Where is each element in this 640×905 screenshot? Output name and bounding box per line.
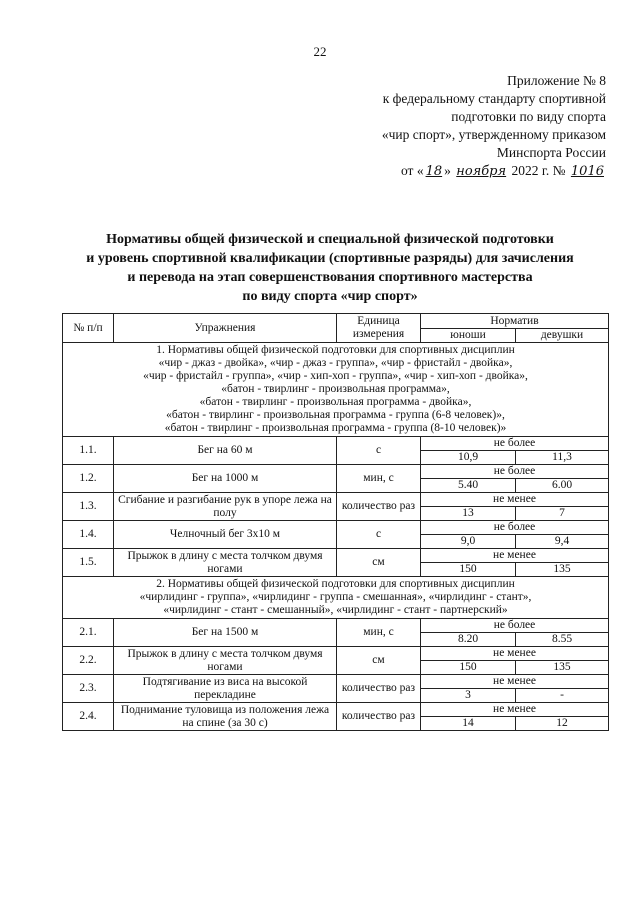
section-2-line: «чирлидинг - группа», «чирлидинг - группа - смешанная», «чирлидинг - стант», [139,591,532,603]
row-boys: 150 [421,661,516,675]
row-unit: с [337,437,421,465]
section-2-line: 2. Нормативы общей физической подготовки для спортивных дисциплин [156,578,515,590]
section-1-line: «батон - твирлинг - произвольная программа - двойка», [199,396,472,408]
row-num: 2.2. [63,647,114,675]
appendix-line-2: к федеральному стандарту спортивной [382,91,606,106]
row-exercise: Челночный бег 3х10 м [114,521,337,549]
row-unit: количество раз [337,703,421,731]
row-num: 1.4. [63,521,114,549]
date-prefix: от « [400,163,424,178]
section-1-line: 1. Нормативы общей физической подготовки для спортивных дисциплин [156,344,515,356]
page-number: 22 [313,44,327,59]
section-1-line: «чир - фристайл - группа», «чир - хип-хоп - группа», «чир - хип-хоп - двойка», [143,370,528,382]
section-1-title [63,343,609,437]
row-girls: 135 [516,661,609,675]
row-exercise: Поднимание туловища из положения лежа на спине (за 30 с) [114,703,337,731]
date-day-handwritten: 18 [425,164,443,179]
row-exercise: Прыжок в длину с места толчком двумя ногами [114,647,337,675]
row-unit: количество раз [337,493,421,521]
appendix-line-4: «чир спорт», утвержденному приказом [381,127,606,142]
row-exercise: Бег на 1500 м [114,619,337,647]
row-qualifier: не менее [421,549,609,563]
section-1-line: «батон - твирлинг - произвольная программа - группа (8-10 человек)» [164,422,507,434]
heading-line-4: по виду спорта «чир спорт» [242,289,418,304]
row-qualifier: не более [421,437,609,451]
row-girls: 8.55 [516,633,609,647]
norms-table [62,313,609,731]
header-num: № п/п [63,314,114,343]
row-boys: 13 [421,507,516,521]
appendix-line-3: подготовки по виду спорта [451,109,606,124]
row-girls: - [516,689,609,703]
header-exercise: Упражнения [114,314,337,343]
header-unit: Единица измерения [337,314,421,343]
row-num: 1.2. [63,465,114,493]
row-exercise: Подтягивание из виса на высокой перекладине [114,675,337,703]
row-boys: 3 [421,689,516,703]
row-qualifier: не более [421,521,609,535]
section-2-title [63,577,609,619]
date-month-handwritten: ноября [456,164,507,179]
row-boys: 14 [421,717,516,731]
row-unit: мин, с [337,619,421,647]
row-unit: см [337,647,421,675]
section-1-line: «батон - твирлинг - произвольная программа», [221,383,450,395]
row-boys: 8.20 [421,633,516,647]
row-boys: 150 [421,563,516,577]
row-girls: 11,3 [516,451,609,465]
row-num: 2.4. [63,703,114,731]
row-num: 1.5. [63,549,114,577]
row-boys: 10,9 [421,451,516,465]
row-boys: 9,0 [421,535,516,549]
header-girls: девушки [516,329,609,343]
row-girls: 6.00 [516,479,609,493]
row-qualifier: не менее [421,675,609,689]
row-boys: 5.40 [421,479,516,493]
appendix-date-line [276,162,606,181]
row-qualifier: не менее [421,703,609,717]
row-girls: 7 [516,507,609,521]
row-exercise: Прыжок в длину с места толчком двумя ногами [114,549,337,577]
row-unit: количество раз [337,675,421,703]
row-unit: мин, с [337,465,421,493]
heading-line-2: и уровень спортивной квалификации (спортивные разряды) для зачисления [86,251,574,266]
row-exercise: Сгибание и разгибание рук в упоре лежа на полу [114,493,337,521]
row-girls: 135 [516,563,609,577]
row-num: 2.1. [63,619,114,647]
document-heading [60,230,600,306]
date-year: 2022 г. № [511,163,566,178]
row-num: 2.3. [63,675,114,703]
section-2-line: «чирлидинг - стант - смешанный», «чирлидинг - стант - партнерский» [163,604,508,616]
appendix-line-5: Минспорта России [496,145,606,160]
header-norm: Норматив [421,314,609,329]
row-qualifier: не более [421,619,609,633]
section-1-line: «чир - джаз - двойка», «чир - джаз - группа», «чир - фристайл - двойка», [158,357,513,369]
row-unit: см [337,549,421,577]
appendix-block [276,72,606,181]
row-girls: 12 [516,717,609,731]
date-mid: » [444,163,451,178]
row-num: 1.1. [63,437,114,465]
header-boys: юноши [421,329,516,343]
row-qualifier: не более [421,465,609,479]
row-num: 1.3. [63,493,114,521]
heading-line-3: и перевода на этап совершенствования спортивного мастерства [127,270,533,285]
section-1-line: «батон - твирлинг - произвольная программа - группа (6-8 человек)», [166,409,505,421]
row-unit: с [337,521,421,549]
row-exercise: Бег на 1000 м [114,465,337,493]
heading-line-1: Нормативы общей физической и специальной физической подготовки [106,232,554,247]
row-exercise: Бег на 60 м [114,437,337,465]
row-girls: 9,4 [516,535,609,549]
appendix-title: Приложение № 8 [507,73,606,88]
row-qualifier: не менее [421,647,609,661]
order-number-handwritten: 1016 [570,164,604,179]
row-qualifier: не менее [421,493,609,507]
